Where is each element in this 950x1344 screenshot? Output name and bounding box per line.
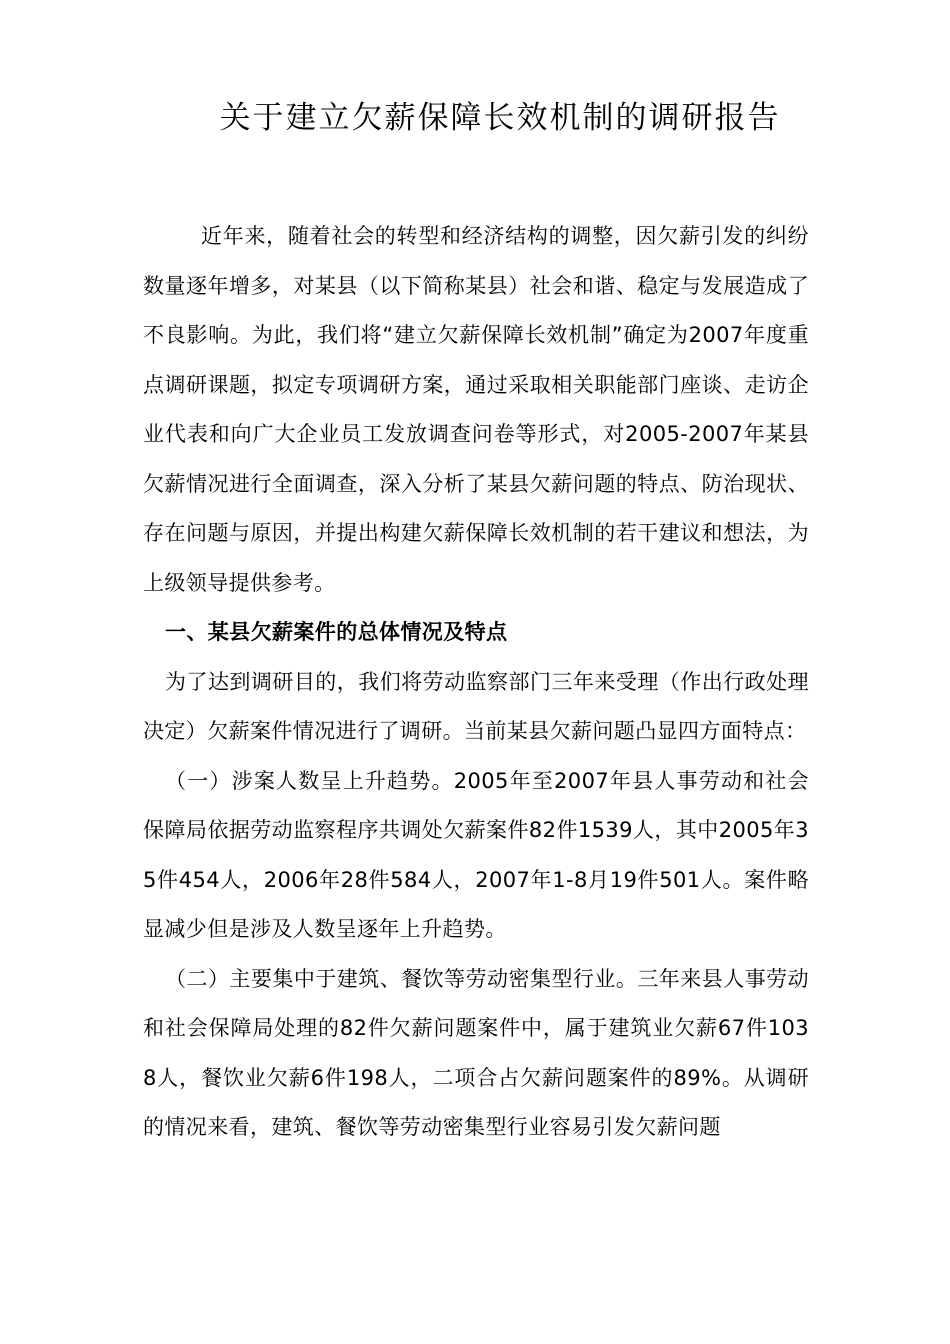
document-body — [143, 212, 809, 1153]
point-1-paragraph: （一）涉案人数呈上升趋势。2005年至2007年县人事劳动和社会保障局依据劳动监察程序共调处欠薪案件82件1539人，其中2005年35件454人，2006年28件584人，2007年1-8月19件501人。案件略显减少但是涉及人数呈逐年上升趋势。 — [143, 768, 809, 941]
section-1-intro-paragraph: 为了达到调研目的，我们将劳动监察部门三年来受理（作出行政处理决定）欠薪案件情况进行了调研。当前某县欠薪问题凸显四方面特点： — [143, 669, 809, 743]
document-title: 关于建立欠薪保障长效机制的调研报告 — [219, 100, 781, 136]
intro-paragraph: 近年来，随着社会的转型和经济结构的调整，因欠薪引发的纠纷数量逐年增多，对某县（以下简称某县）社会和谐、稳定与发展造成了不良影响。为此，我们将“建立欠薪保障长效机制”确定为2007年度重点调研课题，拟定专项调研方案，通过采取相关职能部门座谈、走访企业代表和向广大企业员工发放调查问卷等形式，对2005-2007年某县欠薪情况进行全面调查，深入分析了某县欠薪问题的特点、防治现状、存在问题与原因，并提出构建欠薪保障长效机制的若干建议和想法，为上级领导提供参考。 — [143, 224, 809, 595]
section-1-heading: 一、某县欠薪案件的总体情况及特点 — [165, 620, 508, 644]
point-2-paragraph: （二）主要集中于建筑、餐饮等劳动密集型行业。三年来县人事劳动和社会保障局处理的82件欠薪问题案件中，属于建筑业欠薪67件1038人，餐饮业欠薪6件198人，二项合占欠薪问题案件的89%。从调研的情况来看，建筑、餐饮等劳动密集型行业容易引发欠薪问题 — [143, 966, 809, 1139]
